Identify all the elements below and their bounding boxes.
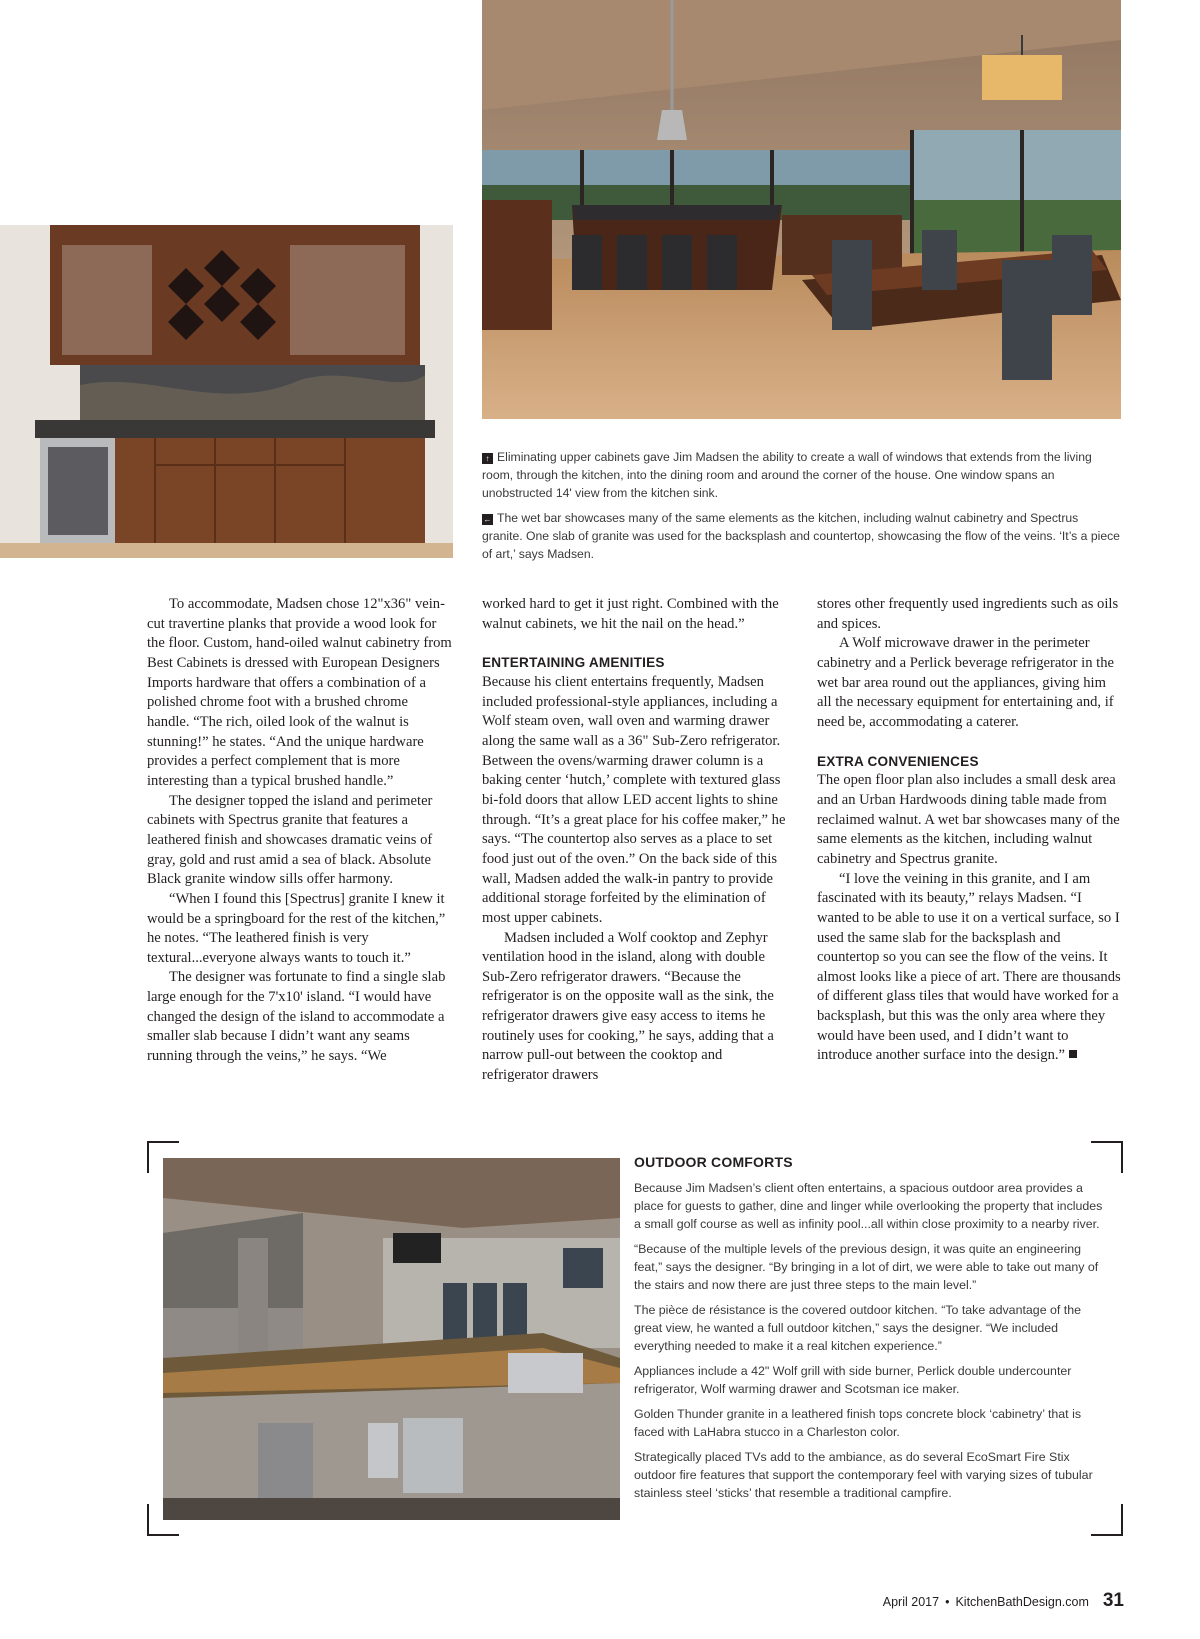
paragraph: Because his client entertains frequently, Madsen included professional-style appliances, including a Wolf steam oven, wall oven and warming drawer along the same wall as a 36" Sub-Zero refrigerator. Between the ovens/warming drawer column is a baking center ‘hutch,’ complete with textured glass bi-fold doors that allow LED accent lights to shine through. “It’s a great place for his coffee maker,” he says. “The countertop also serves as a place to set food just out of the oven.” On the back side of this wall, Madsen added the walk-in pantry to provide additional storage forfeited by the elimination of most upper cabinets.	[482, 673, 786, 926]
paragraph: The designer topped the island and perimeter cabinets with Spectrus granite that features a leathered finish and showcases dramatic veins of gray, gold and rust amid a sea of black. Absolute Black granite window sills offer harmony.	[147, 792, 433, 888]
paragraph: stores other frequently used ingredients such as oils and spices.	[817, 596, 1119, 632]
arrow-left-icon: ←	[483, 515, 492, 524]
issue-date: April 2017	[882, 1595, 940, 1609]
sidebar-paragraph: “Because of the multiple levels of the previous design, it was quite an engineering feat,” says the designer. “By bringing in a lot of dirt, we were able to take out many of the stairs and now there are just three steps to the main level.”	[634, 1242, 1099, 1292]
page-footer	[883, 1590, 1124, 1612]
article-column-3	[817, 595, 1122, 1066]
paragraph: worked hard to get it just right. Combined with the walnut cabinets, we hit the nail on the head.”	[482, 596, 779, 632]
paragraph: The designer was fortunate to find a single slab large enough for the 7'x10' island. “I would have changed the design of the island to accommodate a smaller slab because I didn’t want any seams running through the veins,” he says. “We	[147, 969, 446, 1065]
photo-captions	[482, 448, 1121, 570]
section-heading: ENTERTAINING AMENITIES	[482, 655, 665, 671]
outdoor-comforts-sidebar	[634, 1153, 1104, 1509]
paragraph: The open floor plan also includes a small desk area and an Urban Hardwoods dining table made from reclaimed walnut. A wet bar showcases many of the same elements as the kitchen, including walnut cabinetry and Spectrus granite.	[817, 772, 1120, 867]
page-number: 31	[1102, 1590, 1124, 1611]
footer-separator: •	[945, 1595, 950, 1609]
end-mark-icon	[1069, 1050, 1077, 1058]
kitchen-dining-photo	[482, 0, 1121, 419]
website: KitchenBathDesign.com	[955, 1595, 1089, 1609]
arrow-up-icon: ↑	[482, 453, 493, 464]
kitchen-photo-caption	[482, 448, 1121, 502]
section-heading: EXTRA CONVENIENCES	[817, 753, 979, 769]
wetbar-caption-text: The wet bar showcases many of the same elements as the kitchen, including walnut cabinetry and Spectrus granite. One slab of granite was used for the backsplash and countertop, showcasing the flow of the veins. ‘It’s a piece of art,’ says Madsen.	[482, 511, 1120, 561]
kitchen-caption-text: Eliminating upper cabinets gave Jim Madsen the ability to create a wall of windows that extends from the living room, through the kitchen, into the dining room and around the corner of the house. One window spans an unobstructed 14' view from the kitchen sink.	[482, 450, 1092, 500]
sidebar-paragraph: Because Jim Madsen’s client often entertains, a spacious outdoor area provides a place for guests to gather, dine and linger while overlooking the property that includes a small golf course as well as infinity pool...all within close proximity to a nearby river.	[634, 1181, 1103, 1231]
sidebar-paragraph: Strategically placed TVs add to the ambiance, as do several EcoSmart Fire Stix outdoor fire features that support the contemporary feel with varying sizes of tubular stainless steel ‘sticks’ that resemble a traditional campfire.	[634, 1450, 1093, 1500]
paragraph-text: “I love the veining in this granite, and I am fascinated with its beauty,” relays Madsen. “I wanted to be able to use it on a vertical surface, so I used the same slab for the backsplash and countertop so you can see the flow of the veins. It almost looks like a piece of art. There are thousands of different glass tiles that would have worked for a backsplash, but this was the only area where they would have been used, and I didn’t want to introduce another surface into the design.”	[817, 870, 1121, 1064]
sidebar-heading: OUTDOOR COMFORTS	[634, 1154, 793, 1170]
paragraph: To accommodate, Madsen chose 12"x36" vein-cut travertine planks that provide a wood look for the floor. Custom, hand-oiled walnut cabinetry from Best Cabinets is dressed with European Designers Imports hardware that offers a combination of a polished chrome foot with a brushed chrome handle. “The rich, oiled look of the walnut is stunning!” he states. “And the unique hardware provides a perfect complement that is more interesting than a typical brushed handle.”	[147, 596, 452, 789]
outdoor-kitchen-photo	[163, 1158, 620, 1520]
article-column-1	[147, 595, 452, 1067]
article-column-2	[482, 595, 787, 1086]
sidebar-paragraph: Appliances include a 42" Wolf grill with side burner, Perlick double undercounter refrigerator, Wolf warming drawer and Scotsman ice maker.	[634, 1364, 1072, 1396]
sidebar-paragraph: The pièce de résistance is the covered outdoor kitchen. “To take advantage of the great view, he wanted a full outdoor kitchen,” says the designer. “We included everything needed to make it a real kitchen experience.”	[634, 1303, 1082, 1353]
paragraph: A Wolf microwave drawer in the perimeter cabinetry and a Perlick beverage refrigerator in the wet bar area round out the appliances, giving him all the necessary equipment for entertaining and, if need be, accommodating a caterer.	[817, 635, 1114, 730]
wetbar-photo-caption	[482, 509, 1121, 563]
paragraph-final	[817, 870, 1122, 1067]
paragraph: Madsen included a Wolf cooktop and Zephyr ventilation hood in the island, along with double Sub-Zero refrigerator drawers. “Because the refrigerator is on the opposite wall as the sink, the refrigerator drawers give easy access to items he routinely uses for cooking,” he says, adding that a narrow pull-out between the cooktop and refrigerator drawers	[482, 929, 774, 1084]
sidebar-paragraph: Golden Thunder granite in a leathered finish tops concrete block ‘cabinetry’ that is faced with LaHabra stucco in a Charleston color.	[634, 1407, 1082, 1439]
wet-bar-photo	[0, 225, 453, 558]
paragraph: “When I found this [Spectrus] granite I knew it would be a springboard for the rest of the kitchen,” he notes. “The leathered finish is very textural...everyone always wants to touch it.”	[147, 890, 446, 966]
